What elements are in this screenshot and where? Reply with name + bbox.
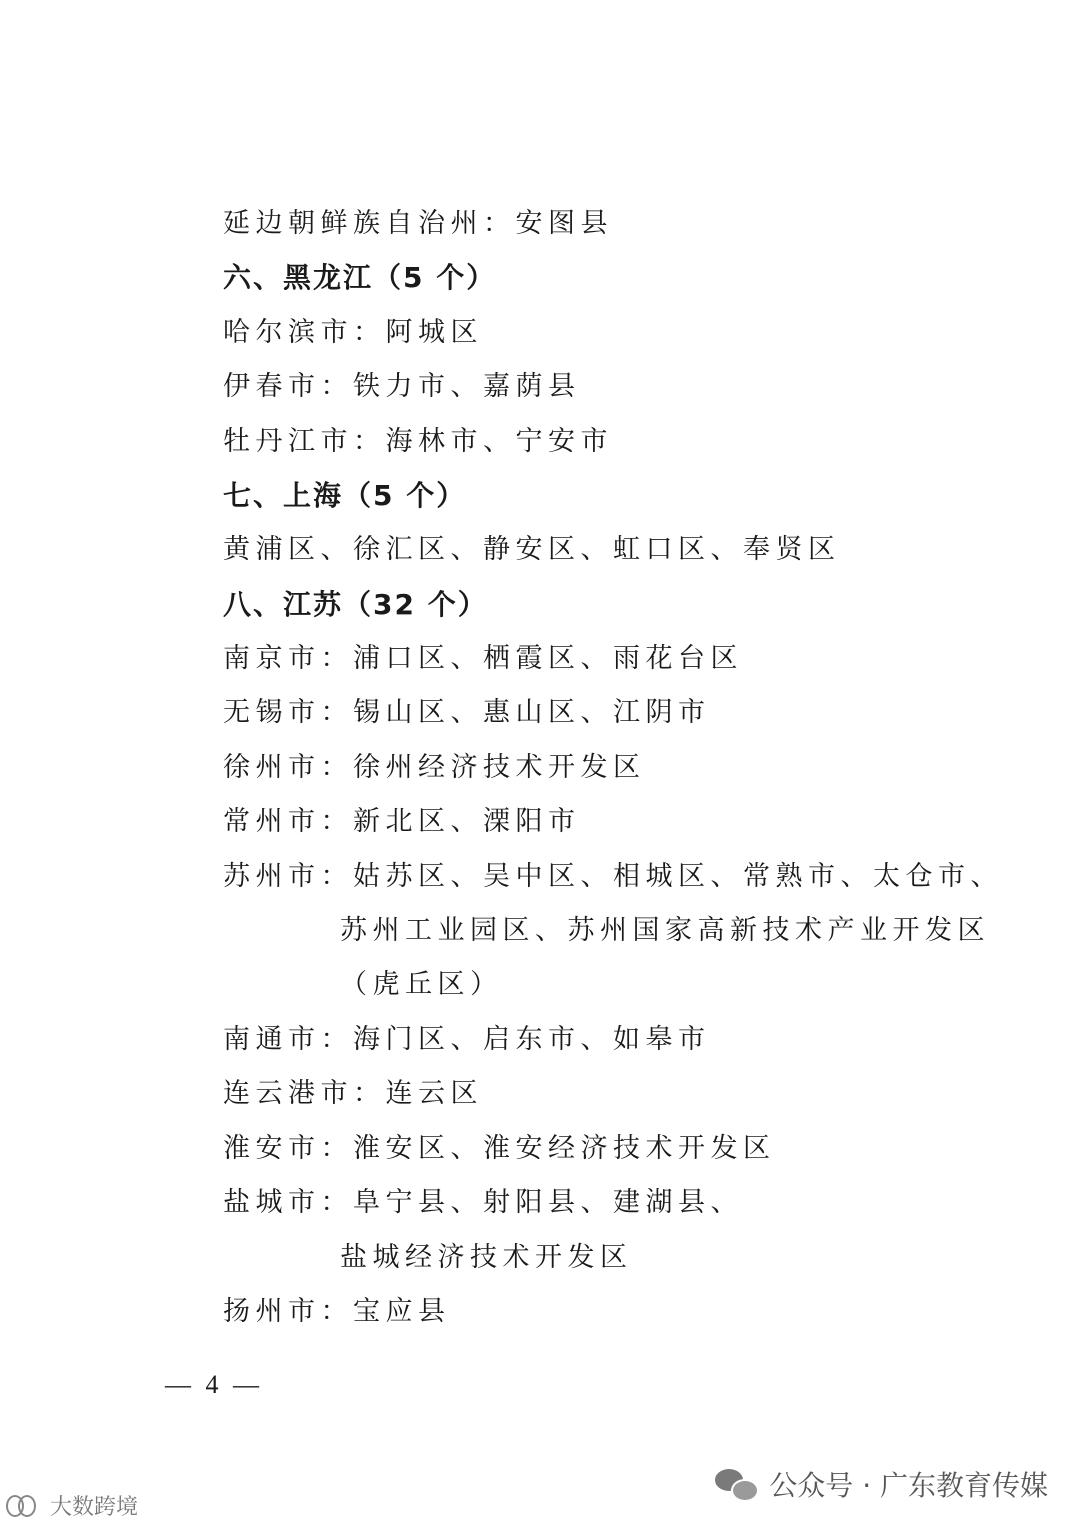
section-heading: 七、上海（5 个） [223, 479, 467, 512]
text-line: 南京市：浦口区、栖霞区、雨花台区 [223, 643, 743, 674]
text-line: 常州市：新北区、溧阳市 [223, 806, 581, 837]
text-line: 无锡市：锡山区、惠山区、江阴市 [223, 697, 711, 728]
watermark-text: 公众号 · 广东教育传媒 [769, 1469, 1048, 1502]
text-line: 连云港市：连云区 [223, 1078, 483, 1109]
text-line: 苏州市：姑苏区、吴中区、相城区、常熟市、太仓市、 [223, 861, 1003, 892]
page-number: — 4 — [165, 1370, 263, 1399]
text-line: 徐州市：徐州经济技术开发区 [223, 752, 646, 783]
watermark-official-account [715, 1464, 1048, 1504]
text-line: 伊春市：铁力市、嘉荫县 [223, 371, 581, 402]
section-heading: 六、黑龙江（5 个） [223, 261, 497, 294]
text-line: 延边朝鲜族自治州：安图县 [223, 208, 613, 239]
logo-icon [6, 1493, 46, 1519]
text-line-continued: （虎丘区） [340, 969, 503, 1000]
text-line: 哈尔滨市：阿城区 [223, 317, 483, 348]
text-line: 淮安市：淮安区、淮安经济技术开发区 [223, 1133, 776, 1164]
section-heading: 八、江苏（32 个） [223, 588, 488, 621]
text-line: 牡丹江市：海林市、宁安市 [223, 426, 613, 457]
text-line: 黄浦区、徐汇区、静安区、虹口区、奉贤区 [223, 534, 841, 565]
text-line-continued: 苏州工业园区、苏州国家高新技术产业开发区 [340, 915, 990, 946]
watermark-brand-text: 大数跨境 [50, 1495, 139, 1520]
wechat-icon [715, 1467, 759, 1501]
watermark-brand [6, 1490, 138, 1521]
text-line-continued: 盐城经济技术开发区 [340, 1242, 633, 1273]
text-line: 南通市：海门区、启东市、如皋市 [223, 1024, 711, 1055]
text-line: 扬州市：宝应县 [223, 1296, 451, 1327]
text-line: 盐城市：阜宁县、射阳县、建湖县、 [223, 1187, 743, 1218]
